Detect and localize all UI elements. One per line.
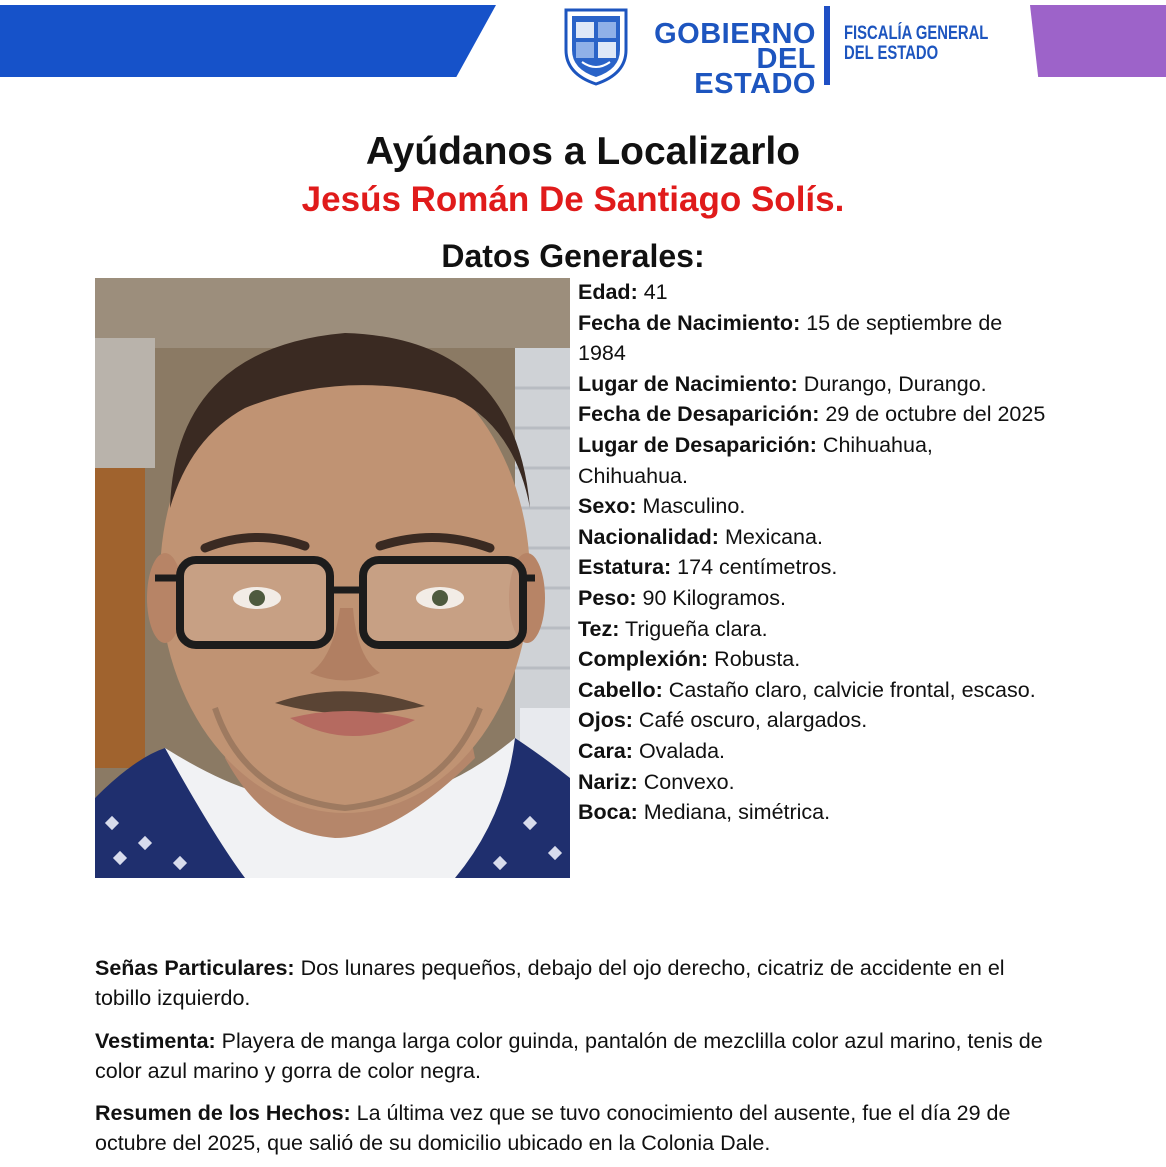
detail-estatura: [578, 552, 1048, 583]
detail-value: Trigueña clara.: [619, 616, 768, 641]
detail-lugar-nacimiento: [578, 369, 1048, 400]
person-name: Jesús Román De Santiago Solís.: [301, 180, 845, 219]
detail-label: Estatura:: [578, 555, 672, 580]
detail-edad: [578, 277, 1048, 308]
detail-tez: [578, 614, 1048, 645]
detail-value: Castaño claro, calvicie frontal, escaso.: [662, 677, 1036, 702]
section-title: Datos Generales:: [441, 238, 705, 274]
detail-label: Nariz:: [578, 769, 638, 794]
senas-particulares: [95, 953, 1045, 1013]
senas-value: Dos lunares pequeños, debajo del ojo derecho, cicatriz de accidente en el tobillo izquierdo.: [95, 956, 1005, 1010]
detail-value: 90 Kilogramos.: [636, 585, 786, 610]
vestimenta-value: Playera de manga larga color guinda, pantalón de mezclilla color azul marino, tenis de color azul marino y gorra de color negra.: [95, 1029, 1043, 1083]
fiscalia-line-1: FISCALÍA GENERAL: [844, 23, 989, 44]
resumen-hechos: [95, 1098, 1045, 1158]
detail-label: Fecha de Nacimiento:: [578, 310, 801, 335]
detail-label: Ojos:: [578, 708, 633, 733]
general-data-list: [578, 277, 1048, 828]
detail-fecha-nacimiento: [578, 308, 1048, 369]
vestimenta: [95, 1026, 1045, 1086]
resumen-label: Resumen de los Hechos:: [95, 1101, 351, 1125]
detail-value: Convexo.: [637, 769, 735, 794]
senas-label: Señas Particulares:: [95, 956, 295, 980]
detail-label: Cabello:: [578, 677, 663, 702]
detail-boca: [578, 797, 1048, 828]
fiscalia-logo-text: [844, 24, 988, 64]
detail-fecha-desaparicion: [578, 399, 1048, 430]
detail-value: 174 centímetros.: [671, 555, 838, 580]
detail-nariz: [578, 767, 1048, 798]
detail-value: Café oscuro, alargados.: [632, 708, 868, 733]
detail-label: Peso:: [578, 585, 637, 610]
detail-label: Nacionalidad:: [578, 524, 719, 549]
detail-peso: [578, 583, 1048, 614]
detail-value: Mexicana.: [718, 524, 823, 549]
detail-value: Masculino.: [636, 494, 746, 519]
detail-label: Edad:: [578, 280, 638, 304]
gobierno-line-2: DEL ESTADO: [694, 43, 816, 100]
detail-value: Mediana, simétrica.: [637, 800, 831, 825]
detail-label: Lugar de Desaparición:: [578, 432, 817, 457]
detail-cabello: [578, 675, 1048, 706]
detail-cara: [578, 736, 1048, 767]
detail-ojos: [578, 705, 1048, 736]
detail-value: 15 de septiembre de 1984: [578, 310, 1003, 366]
detail-value: Chihuahua, Chihuahua.: [578, 432, 933, 488]
header-purple-band: [1030, 5, 1166, 77]
detail-label: Complexión:: [578, 647, 709, 672]
detail-nacionalidad: [578, 522, 1048, 553]
detail-sexo: [578, 491, 1048, 522]
detail-value: 41: [637, 280, 668, 304]
page-title: Ayúdanos a Localizarlo: [365, 130, 801, 173]
detail-value: Durango, Durango.: [797, 371, 987, 396]
vestimenta-label: Vestimenta:: [95, 1029, 216, 1053]
resumen-value: La última vez que se tuvo conocimiento del ausente, fue el día 29 de octubre del 2025, que salió de su domicilio ubicado en la Colonia Dale.: [95, 1101, 1011, 1155]
header-blue-band: [0, 5, 496, 77]
detail-value: 29 de octubre del 2025: [819, 402, 1046, 427]
detail-label: Fecha de Desaparición:: [578, 402, 820, 427]
detail-lugar-desaparicion: [578, 430, 1048, 491]
gobierno-line-1: GOBIERNO: [654, 18, 816, 50]
detail-label: Tez:: [578, 616, 620, 641]
detail-label: Boca:: [578, 800, 638, 825]
fiscalia-line-2: DEL ESTADO: [844, 43, 939, 64]
detail-value: Robusta.: [708, 647, 801, 672]
person-photo: [95, 278, 570, 878]
detail-complexion: [578, 644, 1048, 675]
state-seal-icon: [560, 6, 632, 86]
logo-divider: [824, 6, 830, 85]
detail-value: Ovalada.: [632, 738, 725, 763]
detail-label: Lugar de Nacimiento:: [578, 371, 798, 396]
detail-label: Cara:: [578, 738, 633, 763]
gobierno-logo-text: [640, 18, 816, 100]
detail-label: Sexo:: [578, 494, 637, 519]
